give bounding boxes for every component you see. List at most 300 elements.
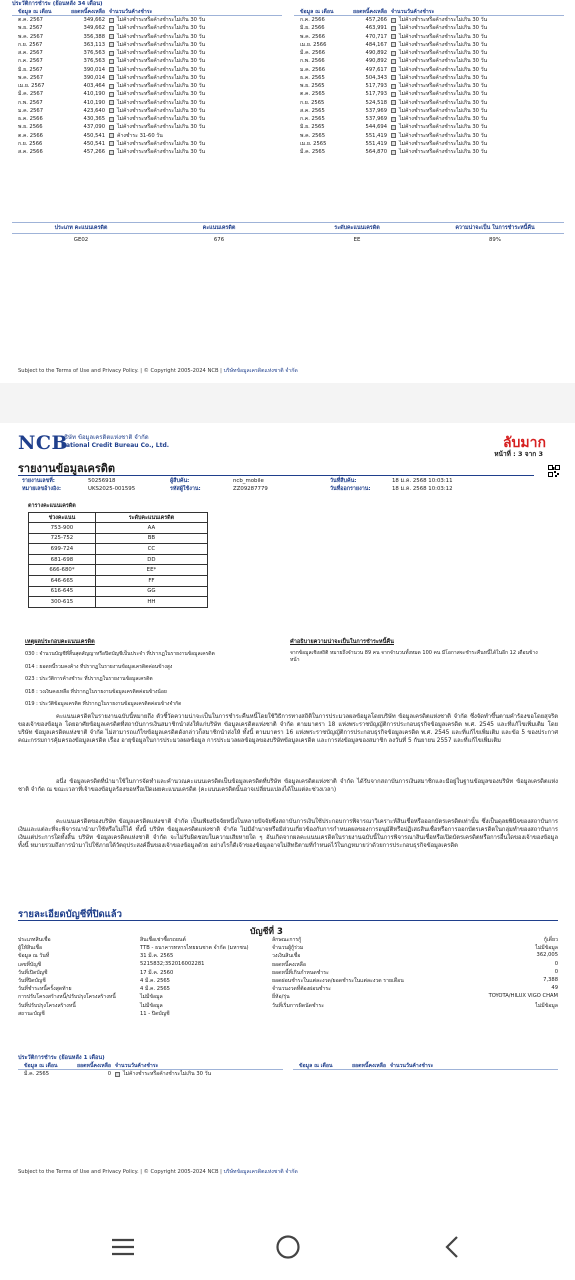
level-header: ระดับคะแนนเครดิต: [95, 513, 207, 523]
report-no-label: รายงานเลขที่:: [22, 478, 55, 484]
status-checkbox-icon: [391, 100, 396, 105]
footer-link[interactable]: บริษัทข้อมูลเครดิตแห่งชาติ จำกัด: [223, 1169, 298, 1175]
table-row: [294, 74, 564, 82]
account-payment-history-right: [293, 1062, 558, 1078]
member-value: ncb_mobile: [233, 478, 264, 484]
table-row: [12, 132, 282, 140]
row-status-text: ไม่ค้างชำระหรือค้างชำระไม่เกิน 30 วัน: [399, 124, 488, 131]
issue-date: 18 ม.ค. 2568 10:03:12: [392, 486, 453, 492]
row-status-text: ไม่ค้างชำระหรือค้างชำระไม่เกิน 30 วัน: [117, 99, 206, 106]
table-row: [294, 24, 564, 32]
row-balance: 390,014: [83, 66, 105, 73]
score-range-cell: 646-665: [29, 575, 96, 586]
payment-history-right-column: [294, 8, 564, 156]
row-month: ส.ค. 2566: [18, 149, 43, 156]
row-balance: 0: [107, 1071, 111, 1078]
row-status: [391, 49, 564, 57]
table-row: [294, 16, 564, 24]
row-status-text: ไม่ค้างชำระหรือค้างชำระไม่เกิน 30 วัน: [399, 50, 488, 57]
disclaimer-paragraph-2: อนึ่ง ข้อมูลเครดิตที่นำมาใช้ในการจัดทำและคำนวณคะแนนเครดิตเป็นข้อมูลเครดิตที่บริษัท ข้อมูลเครดิตแห่งชาติ จำกัด ได้รับจากสถาบันการเงินสมาชิกและมีอยู่ในฐานข้อมูลของบริษัท ข้อมูลเครดิตแห่งชาติ จำกัด ณ ขณะเวลาที่เจ้าของข้อมูลร้องขอหรือเปิดเผยคะแนนเครดิต (คะแนนเครดิตนั้นอาจเปลี่ยนแปลงได้ในแต่ละช่วงเวลา): [18, 779, 558, 793]
table-row: [294, 99, 564, 107]
table-row: [12, 99, 282, 107]
payment-history-header: [293, 1062, 558, 1070]
status-checkbox-icon: [109, 75, 114, 80]
score-range-table: [28, 512, 208, 608]
detail-value: 5215832;352016002281: [140, 960, 205, 967]
row-month: พ.ย. 2567: [18, 25, 43, 32]
row-status: [391, 24, 564, 32]
row-status: [109, 57, 282, 65]
account-detail: [18, 936, 558, 1018]
account-payment-history: [18, 1054, 558, 1078]
detail-label: ลักษณะการกู้: [272, 937, 302, 943]
row-balance: 517,793: [365, 83, 387, 90]
status-checkbox-icon: [391, 59, 396, 64]
detail-label: เลขที่บัญชี: [18, 961, 42, 968]
row-status-text: ไม่ค้างชำระหรือค้างชำระไม่เกิน 30 วัน: [117, 66, 206, 73]
status-checkbox-icon: [109, 26, 114, 31]
status-checkbox-icon: [391, 26, 396, 31]
probability-explanation-text: จากข้อมูลเชิงสถิติ หมายถึงจำนวน 89 คน จากจำนวนทั้งหมด 100 คน มีโอกาสจะชำระคืนหนี้ได้ในอีก 12 เดือนข้างหน้า: [290, 650, 538, 663]
issue-date-label: วันที่ออกรายงาน:: [330, 486, 371, 492]
detail-label: วงเงินสินเชื่อ: [272, 953, 301, 960]
row-status: [391, 16, 564, 24]
score-level-cell: HH: [95, 597, 207, 608]
detail-value: 362,005: [536, 952, 558, 959]
row-status: [391, 90, 564, 98]
row-status: [109, 49, 282, 57]
status-checkbox-icon: [391, 150, 396, 155]
row-status: [109, 140, 282, 148]
table-row: [294, 115, 564, 123]
table-row: [29, 523, 208, 534]
detail-row: [18, 985, 558, 993]
page-gap: [0, 383, 575, 423]
detail-label: สถานะบัญชี: [18, 1010, 45, 1017]
status-checkbox-icon: [391, 141, 396, 146]
score-range-cell: 666-680*: [29, 565, 96, 576]
detail-row: [18, 1002, 558, 1010]
detail-row: [18, 952, 558, 960]
row-balance: 376,563: [83, 50, 105, 57]
disclaimer-paragraph-3: คะแนนเครดิตของบริษัท ข้อมูลเครดิตแห่งชาติ จำกัด เป็นเพียงปัจจัยหนึ่งในหลายปัจจัยซึ่งสถาบันการเงินใช้ประกอบการพิจารณาวิเคราะห์สินเชื่อหรือออกบัตรเครดิตเท่านั้น ซึ่งเป็นดุลยพินิจของสถาบันการเงินและแต่ละที่จะพิจารณานำมาใช้หรือไม่ก็ได้ ทั้งนี้ บริษัท ข้อมูลเครดิตแห่งชาติ จำกัด ไม่มีอำนาจหรือมีส่วนเกี่ยวข้องกับการกำหนดผลของการอนุมัติหรือปฏิเสธสินเชื่อหรือการออกบัตรเครดิตในกลุ่มทำของสถาบันการเงินแต่ประการใดทั้งสิ้น บริษัท ข้อมูลเครดิตแห่งชาติ จำกัด จะไม่รับผิดชอบในความเสียหายใด ๆ อันเกิดจากผลคะแนนเครดิตในรายงานฉบับนี้ในการพิจารณาสินเชื่อหรือเปิดบัตรเครดิตหรือการอื่นใดของเจ้าของข้อมูล ทั้งนี้ หมายรวมถึงการนำมาไปใช้ภายใต้วัตถุประสงค์อื่นของเจ้าของข้อมูลด้วย อย่างไรก็ดีเจ้าของข้อมูลอาจไม่สิทธิตามที่กำหนดไว้ในกฎหมายว่าด้วยการประกอบธุรกิจข้อมูลเครดิต: [18, 819, 558, 849]
row-balance: 470,717: [365, 33, 387, 40]
row-balance: 564,870: [365, 149, 387, 156]
credit-score-table: [28, 502, 208, 608]
payment-history-header: [12, 8, 282, 16]
detail-value: 11 - ปิดบัญชี: [140, 1010, 170, 1017]
row-status: [109, 82, 282, 90]
row-balance: 450,541: [83, 132, 105, 139]
score-level-cell: DD: [95, 554, 207, 565]
status-checkbox-icon: [391, 92, 396, 97]
account-number-heading: บัญชีที่ 3: [250, 927, 283, 937]
system-navigation-bar: [0, 1210, 575, 1280]
row-month: มี.ค. 2566: [300, 50, 326, 57]
menu-icon[interactable]: [108, 1232, 138, 1262]
score-summary-values: [12, 234, 564, 245]
report-no: 50256918: [88, 478, 116, 484]
row-balance: 430,365: [83, 116, 105, 123]
detail-label: วันที่ปรับปรุงโครงสร้างหนี้: [18, 1002, 76, 1009]
qr-code-icon: [548, 465, 560, 477]
row-balance: 450,541: [83, 140, 105, 147]
table-row: [294, 132, 564, 140]
row-status: [391, 99, 564, 107]
row-month: พ.ย. 2565: [300, 83, 325, 90]
status-checkbox-icon: [109, 84, 114, 89]
detail-value: 4 มี.ค. 2565: [140, 986, 170, 993]
detail-value: ไม่มีข้อมูล: [535, 1002, 558, 1009]
table-row: [12, 148, 282, 156]
score-range-cell: 616-645: [29, 586, 96, 597]
row-status: [391, 33, 564, 41]
row-status: [391, 140, 564, 148]
status-checkbox-icon: [391, 117, 396, 122]
detail-value: 0: [554, 960, 558, 967]
row-month: ธ.ค. 2566: [18, 116, 43, 123]
row-balance: 544,694: [365, 124, 387, 131]
probability-header: ความน่าจะเป็น ในการชำระหนี้คืน: [455, 225, 535, 231]
row-status: [109, 99, 282, 107]
detail-value: 49: [551, 985, 558, 992]
row-month: ก.ค. 2566: [300, 17, 325, 24]
payment-history-title: ประวัติการชำระ (ย้อนหลัง 34 เดือน): [12, 1, 103, 7]
col-month-header: ข้อมูล ณ เดือน: [24, 1062, 58, 1069]
status-checkbox-icon: [109, 125, 114, 130]
row-month: ต.ค. 2565: [300, 91, 325, 98]
detail-value: 0: [554, 968, 558, 975]
row-status-text: ไม่ค้างชำระหรือค้างชำระไม่เกิน 30 วัน: [117, 83, 206, 90]
status-checkbox-icon: [109, 92, 114, 97]
detail-value: 31 มี.ค. 2565: [140, 953, 174, 960]
table-row: [29, 533, 208, 544]
row-balance: 437,090: [83, 124, 105, 131]
table-row: [294, 107, 564, 115]
row-status-text: ไม่ค้างชำระหรือค้างชำระไม่เกิน 30 วัน: [117, 107, 206, 114]
row-status-text: ไม่ค้างชำระหรือค้างชำระไม่เกิน 30 วัน: [117, 124, 206, 131]
row-balance: 349,662: [83, 17, 105, 24]
row-status-text: ไม่ค้างชำระหรือค้างชำระไม่เกิน 30 วัน: [399, 74, 488, 81]
reason-line: 030 : จำนวนบัญชีที่สิ้นสุดสัญญาหรือปิดบัญชีเป็นประจำ ที่ปรากฏในรายงานข้อมูลเครดิต: [25, 651, 215, 657]
score-range-cell: 725-752: [29, 533, 96, 544]
row-status-text: ไม่ค้างชำระหรือค้างชำระไม่เกิน 30 วัน: [399, 140, 488, 147]
detail-value: ไม่มีข้อมูล: [140, 1002, 163, 1009]
table-row: [12, 57, 282, 65]
score-level-cell: EE*: [95, 565, 207, 576]
confidential-label: ลับมาก: [502, 435, 546, 451]
account-payment-history-left: [18, 1062, 283, 1078]
row-month: มิ.ย. 2566: [300, 25, 325, 32]
row-status: [391, 41, 564, 49]
row-month: ก.ค. 2567: [18, 58, 43, 65]
score-header: คะแนนเครดิต: [202, 225, 236, 231]
score-level-header: ระดับคะแนนเครดิต: [334, 225, 380, 231]
user-value: ZZ09287779: [233, 486, 268, 492]
probability-explanation-title: คำอธิบายความน่าจะเป็นในการชำระหนี้คืน: [290, 639, 394, 645]
row-status-text: ไม่ค้างชำระหรือค้างชำระไม่เกิน 30 วัน: [399, 99, 488, 106]
detail-value: TOYOTA/HILUX VIGO CHAM: [488, 993, 558, 1000]
status-checkbox-icon: [109, 133, 114, 138]
detail-label: ยอดผ่อนชำระในแต่ละงวด/ยอดชำระในแต่ละงวด รายเดือน: [272, 977, 404, 984]
row-status-text: ไม่ค้างชำระหรือค้างชำระไม่เกิน 30 วัน: [399, 33, 488, 40]
back-chevron-icon[interactable]: [438, 1232, 468, 1262]
page-number: หน้าที่ : 3 จาก 3: [494, 450, 543, 458]
row-status-text: ไม่ค้างชำระหรือค้างชำระไม่เกิน 30 วัน: [123, 1071, 212, 1078]
row-status-text: ไม่ค้างชำระหรือค้างชำระไม่เกิน 30 วัน: [399, 149, 488, 156]
row-status-text: ไม่ค้างชำระหรือค้างชำระไม่เกิน 30 วัน: [117, 41, 206, 48]
row-balance: 376,563: [83, 58, 105, 65]
row-status: [109, 107, 282, 115]
row-status: [109, 148, 282, 156]
row-month: ก.ย. 2565: [300, 99, 325, 106]
row-balance: 410,190: [83, 99, 105, 106]
row-status-text: ไม่ค้างชำระหรือค้างชำระไม่เกิน 30 วัน: [117, 58, 206, 65]
row-status-text: ไม่ค้างชำระหรือค้างชำระไม่เกิน 30 วัน: [399, 83, 488, 90]
page-footer: [18, 1168, 298, 1176]
table-row: [18, 1070, 283, 1078]
row-balance: 403,464: [83, 83, 105, 90]
detail-row: [18, 993, 558, 1001]
ncb-logo: NCB: [18, 432, 69, 454]
status-checkbox-icon: [109, 108, 114, 113]
score-level-value: EE: [353, 236, 361, 243]
score-level-cell: FF: [95, 575, 207, 586]
table-row: [29, 597, 208, 608]
row-status-text: ไม่ค้างชำระหรือค้างชำระไม่เกิน 30 วัน: [399, 41, 488, 48]
disclaimer-paragraph-1: คะแนนเครดิตในรายงานฉบับนี้หมายถึง ตัวชี้วัดความน่าจะเป็นในการชำระคืนหนี้โดยใช้วิธีการทางสถิติในการประมวลผลข้อมูลโดยบริษัท ข้อมูลเครดิตแห่งชาติ จำกัด ซึ่งจัดทำขึ้นตามคำร้องขอโดยสุจริตของเจ้าของข้อมูล โดยอาศัยข้อมูลเครดิตที่สถาบันการเงินสมาชิกนำส่งให้แก่บริษัท ข้อมูลเครดิตแห่งชาติ จำกัด ตามมาตรา 18 แห่งพระราชบัญญัติการประกอบธุรกิจข้อมูลเครดิต พ.ศ. 2545 และที่แก้ไขเพิ่มเติม โดยบริษัท ข้อมูลเครดิตแห่งชาติ จำกัด ไม่สามารถแก้ไขข้อมูลเครดิตดังกล่าวก็สมาชิกนำส่งให้ ทั้งนี้ ตามมาตรา 16 แห่งพระราชบัญญัติการประกอบธุรกิจข้อมูลเครดิต พ.ศ. 2545 และที่แก้ไขเพิ่มเติม และข้อ 5 ของประกาศคณะกรรมการคุ้มครองข้อมูลเครดิต เรื่อง อายุข้อมูลในการประมวลผลข้อมูล การประมวลผลข้อมูลของบริษัทข้อมูลเครดิต และการส่งข้อมูลของสมาชิก ลงวันที่ 5 กันยายน 2557 และที่แก้ไขเพิ่มเติม: [18, 714, 558, 744]
row-status-text: ไม่ค้างชำระหรือค้างชำระไม่เกิน 30 วัน: [117, 149, 206, 156]
status-checkbox-icon: [391, 84, 396, 89]
col-status-header: จำนวนวันค้างชำระ: [109, 8, 153, 15]
row-balance: 349,662: [83, 25, 105, 32]
detail-row: [18, 944, 558, 952]
row-month: พ.ย. 2566: [18, 124, 43, 131]
table-row: [12, 24, 282, 32]
status-checkbox-icon: [391, 125, 396, 130]
detail-value: สินเชื่อเช่าซื้อรถยนต์: [140, 937, 186, 943]
row-status-text: ไม่ค้างชำระหรือค้างชำระไม่เกิน 30 วัน: [399, 66, 488, 73]
score-level-cell: BB: [95, 533, 207, 544]
col-month-header: ข้อมูล ณ เดือน: [18, 8, 52, 15]
reason-line: 019 : ประวัติข้อมูลเครดิต ที่ปรากฏในรายงานข้อมูลเครดิตค่อนข้างจำกัด: [25, 701, 182, 707]
row-month: เม.ย. 2567: [18, 83, 45, 90]
detail-value: กู้เดี่ยว: [543, 937, 558, 943]
table-row: [29, 575, 208, 586]
row-month: พ.ค. 2565: [300, 132, 326, 139]
row-status-text: ไม่ค้างชำระหรือค้างชำระไม่เกิน 30 วัน: [399, 17, 488, 24]
score-value: 676: [213, 236, 225, 243]
detail-row: [18, 969, 558, 977]
status-checkbox-icon: [109, 42, 114, 47]
closed-accounts-title: รายละเอียดบัญชีที่ปิดแล้ว: [18, 909, 122, 920]
company-name-en: National Credit Bureau Co., Ltd.: [61, 442, 170, 449]
row-status-text: ไม่ค้างชำระหรือค้างชำระไม่เกิน 30 วัน: [117, 50, 206, 57]
table-row: [294, 57, 564, 65]
row-status: [391, 82, 564, 90]
payment-history-header: [18, 1062, 283, 1070]
row-status-text: ไม่ค้างชำระหรือค้างชำระไม่เกิน 30 วัน: [117, 91, 206, 98]
status-checkbox-icon: [391, 133, 396, 138]
row-status-text: ไม่ค้างชำระหรือค้างชำระไม่เกิน 30 วัน: [117, 25, 206, 32]
table-row: [29, 554, 208, 565]
ref-label: หมายเลขอ้างอิง:: [22, 486, 62, 492]
row-balance: 457,266: [365, 17, 387, 24]
row-balance: 537,969: [365, 116, 387, 123]
status-checkbox-icon: [109, 51, 114, 56]
row-month: พ.ค. 2566: [300, 33, 326, 40]
row-balance: 457,266: [83, 149, 105, 156]
row-balance: 356,388: [83, 33, 105, 40]
row-status: [109, 123, 282, 131]
detail-label: ยอดหนี้คงเหลือ: [272, 961, 306, 968]
detail-value: 7,388: [543, 976, 558, 983]
table-row: [29, 544, 208, 555]
status-checkbox-icon: [109, 141, 114, 146]
table-row: [294, 82, 564, 90]
row-balance: 497,617: [365, 66, 387, 73]
row-balance: 551,419: [365, 140, 387, 147]
table-row: [12, 115, 282, 123]
detail-label: ประเภทสินเชื่อ: [18, 937, 51, 943]
col-status-header: จำนวนวันค้างชำระ: [115, 1062, 159, 1069]
payment-history-left-column: [12, 8, 282, 156]
score-reasons-title: เหตุผลประกอบคะแนนเครดิต: [25, 639, 95, 645]
detail-label: วันที่ปิดบัญชี: [18, 977, 46, 984]
row-status: [109, 115, 282, 123]
detail-value: ไม่มีข้อมูล: [535, 945, 558, 952]
payment-history-section: [12, 0, 564, 156]
footer-text: Subject to the Terms of Use and Privacy Policy. | © Copyright 2005-2024 NCB |: [18, 368, 222, 374]
score-type-value: GE02: [73, 236, 89, 243]
row-month: มี.ค. 2565: [24, 1071, 50, 1078]
table-row: [294, 123, 564, 131]
row-status: [109, 90, 282, 98]
table-row: [12, 107, 282, 115]
score-type-header: ประเภท คะแนนเครดิต: [54, 225, 108, 231]
page-footer: [18, 367, 298, 375]
table-row: [12, 16, 282, 24]
user-label: รหัสผู้ใช้งาน:: [170, 486, 201, 492]
table-row: [29, 586, 208, 597]
row-balance: 524,518: [365, 99, 387, 106]
col-balance-header: ยอดหนี้คงเหลือ: [71, 8, 105, 15]
table-row: [12, 140, 282, 148]
detail-label: ยี่ห้อ/รุ่น: [272, 994, 290, 1001]
status-checkbox-icon: [109, 100, 114, 105]
row-status-text: ไม่ค้างชำระหรือค้างชำระไม่เกิน 30 วัน: [117, 140, 206, 147]
detail-label: วันที่ชำระหนี้ครั้งสุดท้าย: [18, 986, 72, 993]
row-month: ก.ย. 2567: [18, 41, 43, 48]
detail-row: [18, 1010, 558, 1018]
row-balance: 484,167: [365, 41, 387, 48]
detail-row: [18, 961, 558, 969]
col-status-header: จำนวนวันค้างชำระ: [390, 1062, 434, 1069]
detail-label: วันที่เริ่มการผิดนัดชำระ: [272, 1002, 325, 1009]
range-header: ช่วงคะแนน: [29, 513, 96, 523]
status-checkbox-icon: [109, 18, 114, 23]
row-month: ต.ค. 2567: [18, 17, 43, 24]
row-status-text: ไม่ค้างชำระหรือค้างชำระไม่เกิน 30 วัน: [399, 58, 488, 65]
col-status-header: จำนวนวันค้างชำระ: [391, 8, 435, 15]
row-month: มี.ค. 2565: [300, 149, 326, 156]
row-status: [391, 66, 564, 74]
table-row: [294, 90, 564, 98]
detail-value: 4 มี.ค. 2565: [140, 977, 170, 984]
score-range-cell: 753-900: [29, 523, 96, 534]
detail-row: [18, 936, 558, 944]
table-row: [294, 66, 564, 74]
row-status-text: ไม่ค้างชำระหรือค้างชำระไม่เกิน 30 วัน: [117, 33, 206, 40]
score-table-title: ตารางคะแนนเครดิต: [28, 503, 76, 509]
detail-label: ยอดหนี้ที่เกินกำหนดชำระ: [272, 969, 329, 976]
score-range-cell: 681-698: [29, 554, 96, 565]
company-name: [61, 434, 169, 450]
status-checkbox-icon: [391, 18, 396, 23]
status-checkbox-icon: [109, 150, 114, 155]
col-balance-header: ยอดหนี้คงเหลือ: [353, 8, 387, 15]
detail-label: วันที่เปิดบัญชี: [18, 969, 48, 976]
row-balance: 537,969: [365, 107, 387, 114]
row-month: เม.ย. 2566: [300, 41, 327, 48]
col-balance-header: ยอดหนี้คงเหลือ: [352, 1062, 386, 1069]
row-balance: 463,991: [365, 25, 387, 32]
payment-history-header: [294, 8, 564, 16]
status-checkbox-icon: [391, 75, 396, 80]
detail-row: [18, 977, 558, 985]
table-row: [294, 41, 564, 49]
table-row: [12, 74, 282, 82]
row-month: ก.พ. 2566: [300, 58, 325, 65]
table-row: [12, 123, 282, 131]
status-checkbox-icon: [109, 59, 114, 64]
inquiry-date-label: วันที่สืบค้น:: [330, 478, 357, 484]
row-status-text: ไม่ค้างชำระหรือค้างชำระไม่เกิน 30 วัน: [399, 132, 488, 139]
table-row: [294, 33, 564, 41]
col-month-header: ข้อมูล ณ เดือน: [299, 1062, 333, 1069]
footer-text: Subject to the Terms of Use and Privacy Policy. | © Copyright 2005-2024 NCB |: [18, 1169, 222, 1175]
row-status-text: ไม่ค้างชำระหรือค้างชำระไม่เกิน 30 วัน: [399, 91, 488, 98]
detail-label: จำนวนผู้กู้ร่วม: [272, 945, 304, 952]
footer-link[interactable]: บริษัทข้อมูลเครดิตแห่งชาติ จำกัด: [223, 368, 298, 374]
credit-score-summary: [12, 222, 564, 245]
status-checkbox-icon: [391, 42, 396, 47]
row-month: ก.ค. 2565: [300, 116, 325, 123]
row-status: [391, 115, 564, 123]
report-meta: [22, 477, 522, 493]
row-balance: 504,343: [365, 74, 387, 81]
home-circle-icon[interactable]: [273, 1232, 303, 1262]
status-checkbox-icon: [391, 108, 396, 113]
row-status: [109, 16, 282, 24]
row-month: ม.ค. 2567: [18, 107, 44, 114]
row-status: [391, 74, 564, 82]
row-month: มิ.ย. 2565: [300, 124, 325, 131]
score-range-cell: 699-724: [29, 544, 96, 555]
row-month: มี.ค. 2567: [18, 91, 44, 98]
row-month: เม.ย. 2565: [300, 140, 327, 147]
row-balance: 410,190: [83, 91, 105, 98]
detail-label: ผู้ให้สินเชื่อ: [18, 945, 43, 952]
status-checkbox-icon: [391, 67, 396, 72]
row-status-text: ไม่ค้างชำระหรือค้างชำระไม่เกิน 30 วัน: [399, 107, 488, 114]
row-status-text: ไม่ค้างชำระหรือค้างชำระไม่เกิน 30 วัน: [399, 25, 488, 32]
row-status: [391, 57, 564, 65]
table-row: [12, 49, 282, 57]
score-level-cell: AA: [95, 523, 207, 534]
detail-label: การปรับโครงสร้างหนี้/ปรับปรุงโครงสร้างหนี้: [18, 994, 116, 1001]
status-checkbox-icon: [391, 51, 396, 56]
